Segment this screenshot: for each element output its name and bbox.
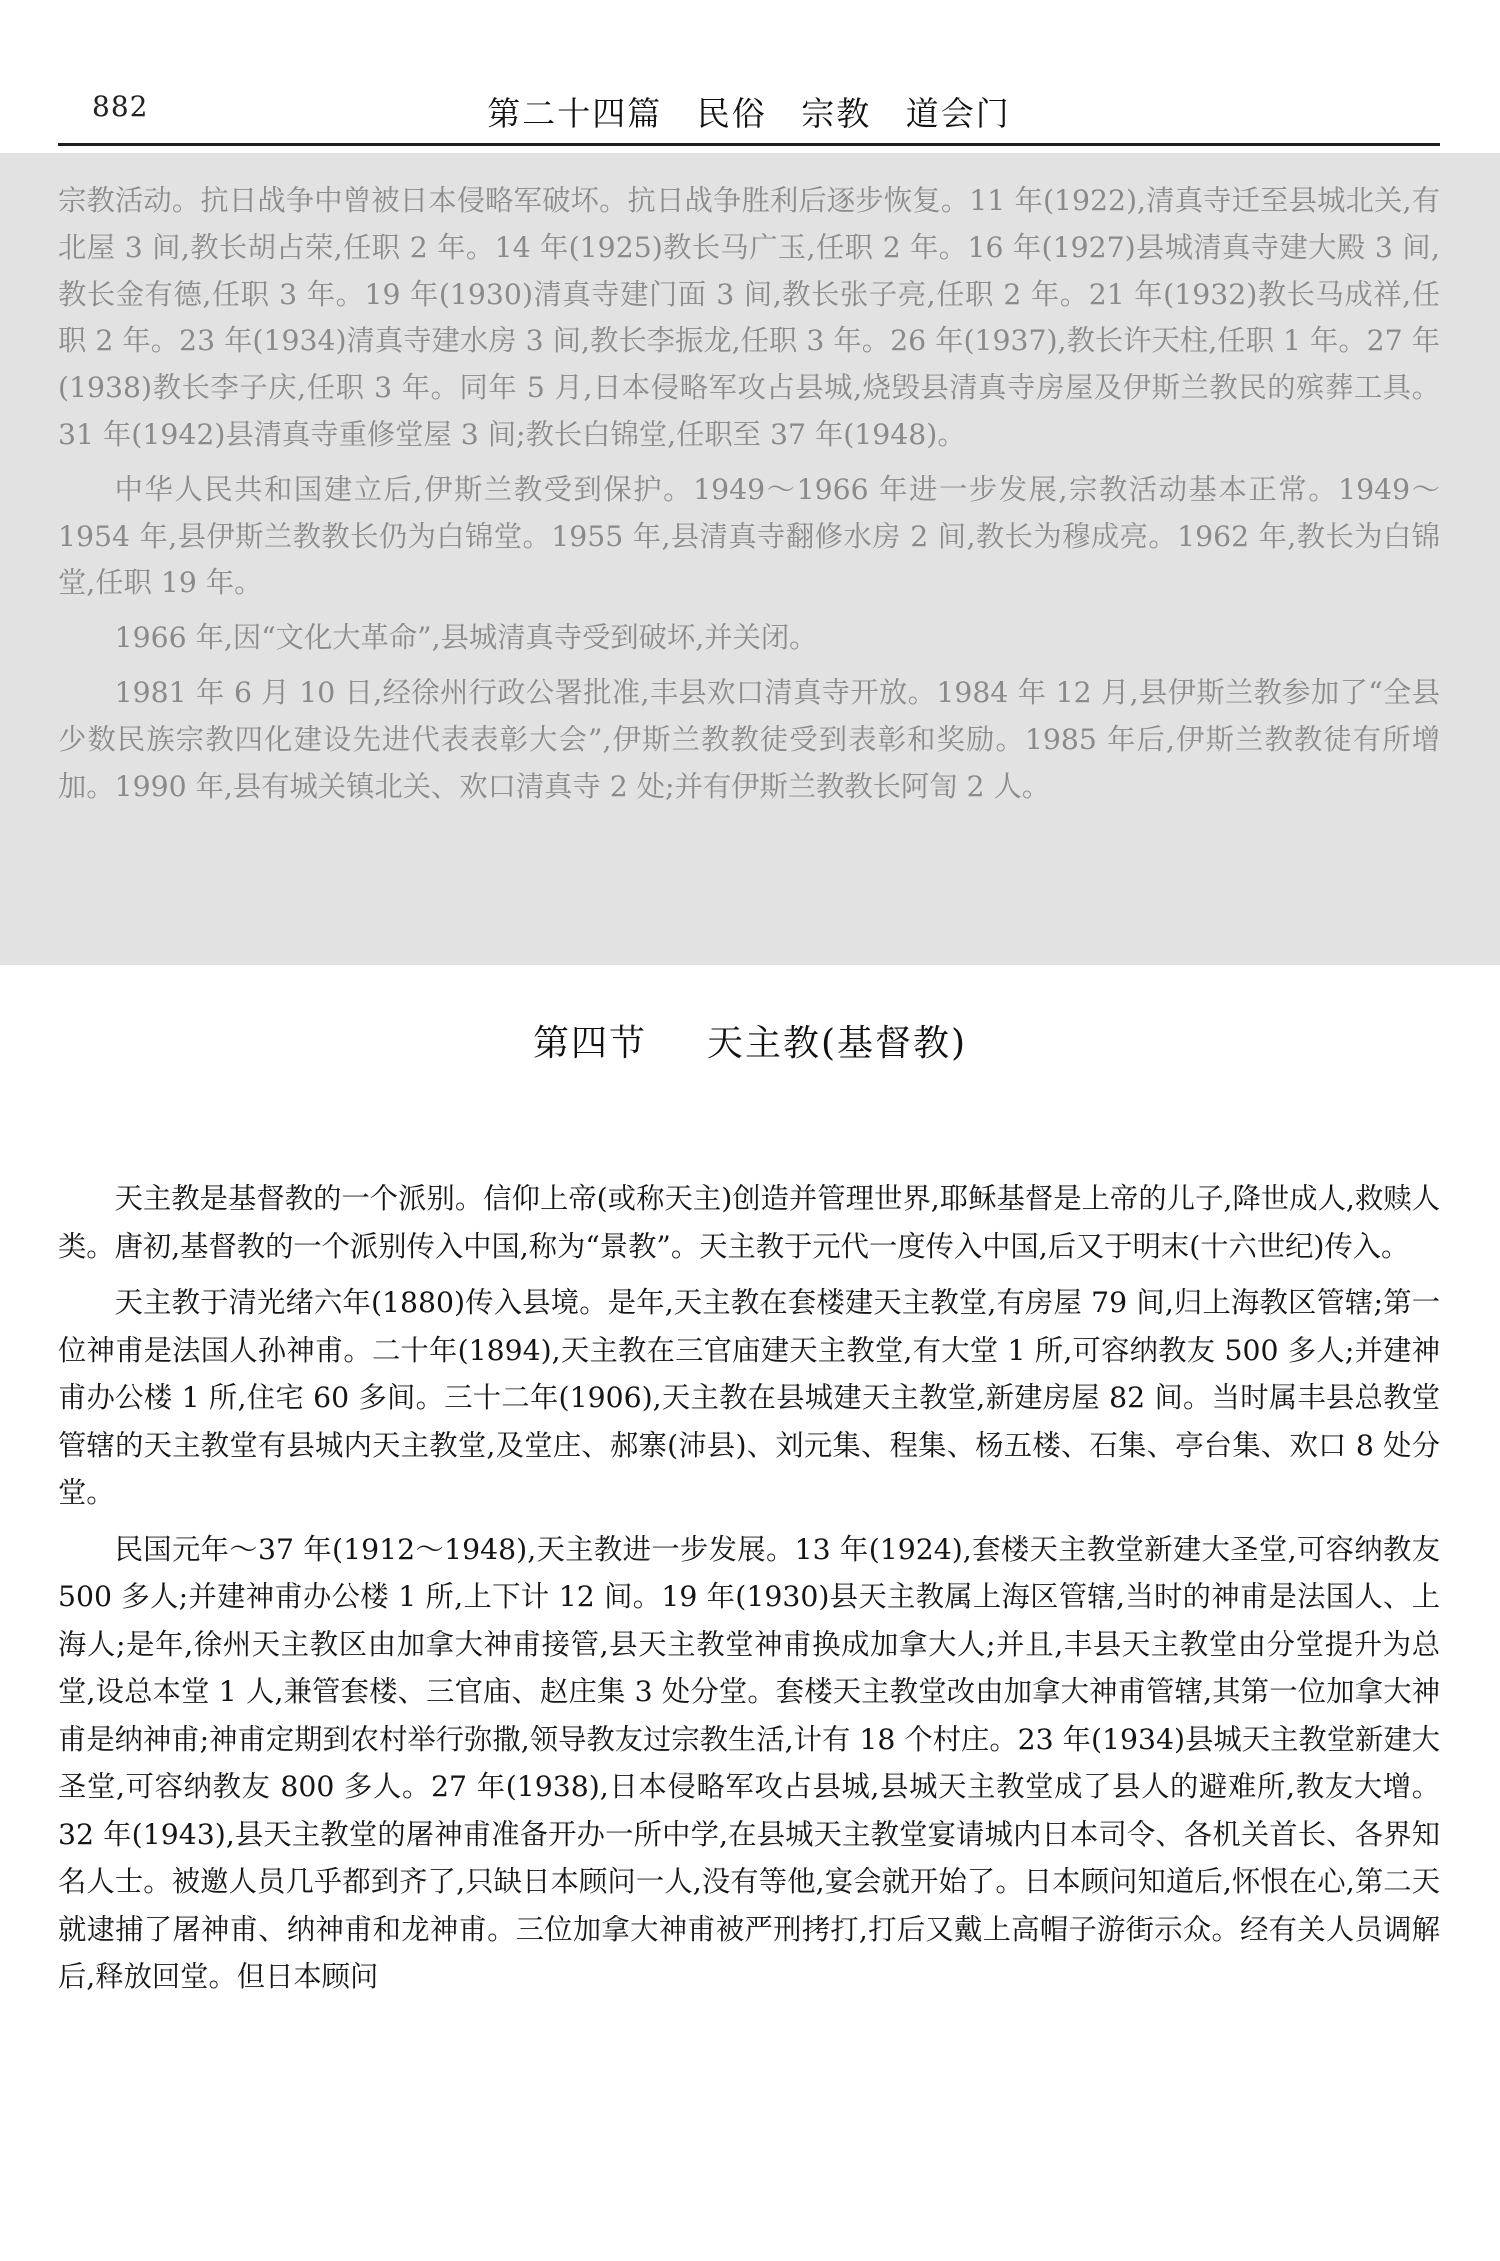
body-paragraph: 民国元年～37 年(1912～1948),天主教进一步发展。13 年(1924),套楼天主教堂新建大圣堂,可容纳教友 500 多人;并建神甫办公楼 1 所,上下计 12 间。19 年(1930)县天主教属上海区管辖,当时的神甫是法国人、上海人;是年,徐州天主教区由加拿大神甫接管,县天主教堂神甫换成加拿大人;并且,丰县天主教堂由分堂提升为总堂,设总本堂 1 人,兼管套楼、三官庙、赵庄集 3 处分堂。套楼天主教堂改由加拿大神甫管辖,其第一位加拿大神甫是纳神甫;神甫定期到农村举行弥撒,领导教友过宗教生活,计有 18 个村庄。23 年(1934)县城天主教堂新建大圣堂,可容纳教友 800 多人。27 年(1938),日本侵略军攻占县城,县城天主教堂成了县人的避难所,教友大增。32 年(1943),县天主教堂的屠神甫准备开办一所中学,在县城天主教堂宴请城内日本司令、各机关首长、各界知名人士。被邀人员几乎都到齐了,只缺日本顾问一人,没有等他,宴会就开始了。日本顾问知道后,怀恨在心,第二天就逮捕了屠神甫、纳神甫和龙神甫。三位加拿大神甫被严刑拷打,打后又戴上高帽子游街示众。经有关人员调解后,释放回堂。但日本顾问 — [58, 1532, 1440, 1993]
shaded-paragraph: 宗教活动。抗日战争中曾被日本侵略军破坏。抗日战争胜利后逐步恢复。11 年(1922),清真寺迁至县城北关,有北屋 3 间,教长胡占荣,任职 2 年。14 年(1925)教长马广玉,任职 2 年。16 年(1927)县城清真寺建大殿 3 间,教长金有德,任职 3 年。19 年(1930)清真寺建门面 3 间,教长张子亮,任职 2 年。21 年(1932)教长马成祥,任职 2 年。23 年(1934)清真寺建水房 3 间,教长李振龙,任职 3 年。26 年(1937),教长许天柱,任职 1 年。27 年(1938)教长李子庆,任职 3 年。同年 5 月,日本侵略军攻占县城,烧毁县清真寺房屋及伊斯兰教民的殡葬工具。31 年(1942)县清真寺重修堂屋 3 间;教长白锦堂,任职至 37 年(1948)。 — [58, 184, 1440, 451]
body-paragraph: 天主教于清光绪六年(1880)传入县境。是年,天主教在套楼建天主教堂,有房屋 79 间,归上海教区管辖;第一位神甫是法国人孙神甫。二十年(1894),天主教在三官庙建天主教堂,有大堂 1 所,可容纳教友 500 多人;并建神甫办公楼 1 所,住宅 60 多间。三十二年(1906),天主教在县城建天主教堂,新建房屋 82 间。当时属丰县总教堂管辖的天主教堂有县城内天主教堂,及堂庄、郝寨(沛县)、刘元集、程集、杨五楼、石集、亭台集、欢口 8 处分堂。 — [58, 1286, 1440, 1509]
body-paragraph: 天主教是基督教的一个派别。信仰上帝(或称天主)创造并管理世界,耶稣基督是上帝的儿子,降世成人,救赎人类。唐初,基督教的一个派别传入中国,称为“景教”。天主教于元代一度传入中国,后又于明末(十六世纪)传入。 — [58, 1182, 1440, 1263]
shaded-text-block — [58, 178, 1440, 810]
body-text-block — [58, 1175, 1440, 2001]
shaded-paragraph: 中华人民共和国建立后,伊斯兰教受到保护。1949～1966 年进一步发展,宗教活动基本正常。1949～1954 年,县伊斯兰教教长仍为白锦堂。1955 年,县清真寺翻修水房 2 间,教长为穆成亮。1962 年,教长为白锦堂,任职 19 年。 — [58, 472, 1440, 600]
page-header — [58, 84, 1440, 144]
shaded-paragraph: 1966 年,因“文化大革命”,县城清真寺受到破坏,并关闭。 — [114, 621, 818, 655]
section-number: 第四节 — [532, 1023, 647, 1064]
running-head: 第二十四篇 民俗 宗教 道会门 — [487, 94, 1011, 133]
header-rule — [58, 143, 1440, 146]
page-number: 882 — [92, 90, 149, 123]
shaded-paragraph: 1981 年 6 月 10 日,经徐州行政公署批准,丰县欢口清真寺开放。1984 年 12 月,县伊斯兰教参加了“全县少数民族宗教四化建设先进代表表彰大会”,伊斯兰教教徒受到表彰和奖励。1985 年后,伊斯兰教教徒有所增加。1990 年,县有城关镇北关、欢口清真寺 2 处;并有伊斯兰教教长阿訇 2 人。 — [58, 675, 1440, 803]
section-title: 天主教(基督教) — [706, 1023, 968, 1064]
section-heading — [0, 1015, 1500, 1066]
